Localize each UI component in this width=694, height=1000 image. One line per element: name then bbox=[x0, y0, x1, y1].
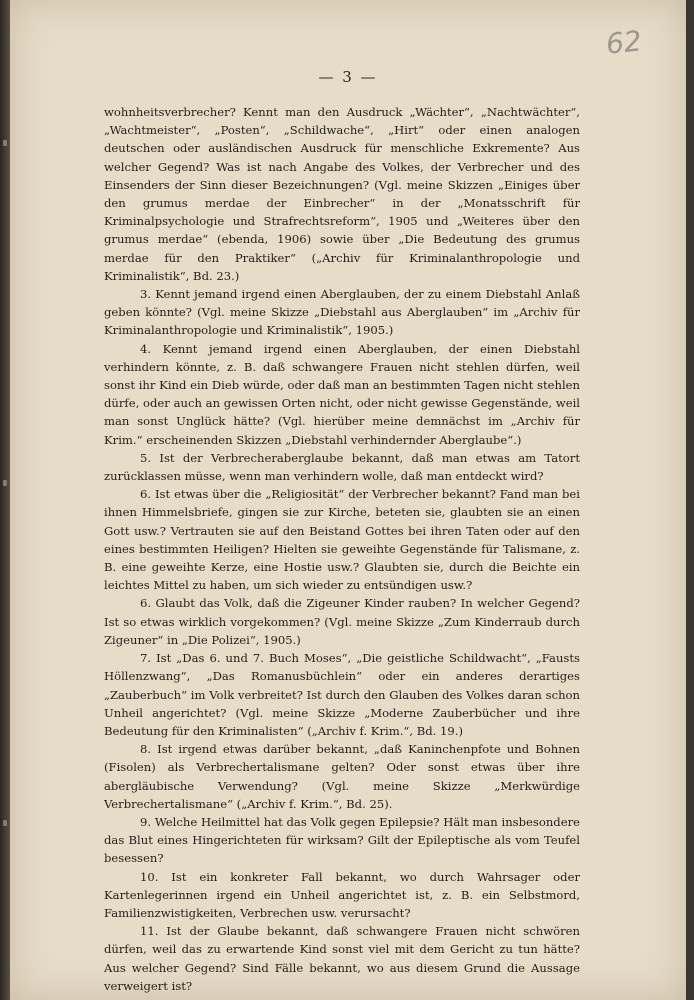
binding-stitch bbox=[3, 140, 7, 146]
paragraph-question-6a: 6. Ist etwas über die „Religiosität“ der Verbrecher bekannt? Fand man bei ihnen Himmelsbriefe, gingen sie zur Kirche, beteten sie, glaubten sie an einen Gott usw.? Vertrauten sie auf den Beistand Gottes bei ihren Taten oder auf den eines bestimmten Heiligen? Hielten sie geweihte Gegenstände für Talismane, z. B. eine geweihte Kerze, eine Hostie usw.? Glaubten sie, durch die Beichte ein leichtes Mittel zu haben, um sich wieder zu entsündigen usw.? bbox=[104, 487, 580, 593]
paragraph-continuation: wohnheitsverbrecher? Kennt man den Ausdruck „Wächter“, „Nachtwächter“, „Wachtmeister“, „Posten“, „Schildwache“, „Hirt“ oder einen analogen deutschen oder ausländischen Ausdruck für menschliche Exkremente? Aus welcher Gegend? Was ist nach Angabe des Volkes, der Verbrecher und des Einsenders der Sinn dieser Bezeichnungen? (Vgl. meine Skizzen „Einiges über den grumus merdae der Einbrecher“ in der „Monatsschrift für Kriminalpsychologie und Strafrechtsreform“, 1905 und „Weiteres über den grumus merdae“ (ebenda, 1906) sowie über „Die Bedeutung des grumus merdae für den Praktiker“ („Archiv für Kriminalanthropologie und Kriminalistik“, Bd. 23.) bbox=[104, 105, 580, 283]
paragraph-question-6b: 6. Glaubt das Volk, daß die Zigeuner Kinder rauben? In welcher Gegend? Ist so etwas wirklich vorgekommen? (Vgl. meine Skizze „Zum Kinderraub durch Zigeuner“ in „Die Polizei“, 1905.) bbox=[104, 596, 580, 647]
paragraph-question-10: 10. Ist ein konkreter Fall bekannt, wo durch Wahrsager oder Kartenlegerinnen irgend ein Unheil angerichtet ist, z. B. ein Selbstmord, Familienzwistigkeiten, Verbrechen usw. verursacht? bbox=[104, 869, 580, 920]
paragraph-question-11: 11. Ist der Glaube bekannt, daß schwangere Frauen nicht schwören dürfen, weil das zu erwartende Kind sonst viel mit dem Gericht zu tun hätte? Aus welcher Gegend? Sind Fälle bekannt, wo aus diesem Grund die Aussage verweigert ist? bbox=[104, 924, 580, 993]
body-text bbox=[104, 103, 580, 995]
binding-stitch bbox=[3, 480, 7, 486]
paragraph-question-3: 3. Kennt jemand irgend einen Aberglauben, der zu einem Diebstahl Anlaß geben könnte? (Vgl. meine Skizze „Diebstahl aus Aberglauben“ im „Archiv für Kriminalanthropologie und Kriminalistik“, 1905.) bbox=[104, 287, 580, 338]
paragraph-question-8: 8. Ist irgend etwas darüber bekannt, „daß Kaninchenpfote und Bohnen (Fisolen) als Verbrechertalismane gelten? Oder sonst etwas über ihre abergläubische Verwendung? (Vgl. meine Skizze „Merkwürdige Verbrechertalismane“ („Archiv f. Krim.“, Bd. 25). bbox=[104, 742, 580, 811]
paragraph-question-5: 5. Ist der Verbrecheraberglaube bekannt, daß man etwas am Tatort zurücklassen müsse, wenn man verhindern wolle, daß man entdeckt wird? bbox=[104, 450, 580, 484]
book-binding bbox=[0, 0, 10, 1000]
paragraph-question-4: 4. Kennt jemand irgend einen Aberglauben, der einen Diebstahl verhindern könnte, z. B. daß schwangere Frauen nicht stehlen dürfen, weil sonst ihr Kind ein Dieb würde, oder daß man an bestimmten Tagen nicht stehlen dürfe, oder auch an gewissen Orten nicht, oder nicht gewisse Gegenstände, weil man sonst Unglück hätte? (Vgl. hierüber meine demnächst im „Archiv für Krim.“ erscheinenden Skizzen „Diebstahl verhindernder Aberglaube“.) bbox=[104, 341, 580, 447]
page-number: — 3 — bbox=[318, 68, 378, 86]
paragraph-question-7: 7. Ist „Das 6. und 7. Buch Moses“, „Die geistliche Schildwacht“, „Fausts Höllenzwang“, „Das Romanusbüchlein“ oder ein anderes derartiges „Zauberbuch“ im Volk verbreitet? Ist durch den Glauben des Volkes daran schon Unheil angerichtet? (Vgl. meine Skizze „Moderne Zauberbücher und ihre Bedeutung für den Kriminalisten“ („Archiv f. Krim.“, Bd. 19.) bbox=[104, 651, 580, 738]
binding-stitch bbox=[3, 820, 7, 826]
paragraph-question-9: 9. Welche Heilmittel hat das Volk gegen Epilepsie? Hält man insbesondere das Blut eines Hingerichteten für wirksam? Gilt der Epileptische als vom Teufel besessen? bbox=[104, 814, 580, 866]
document-page bbox=[10, 0, 686, 1000]
handwritten-page-mark: 62 bbox=[604, 24, 644, 61]
